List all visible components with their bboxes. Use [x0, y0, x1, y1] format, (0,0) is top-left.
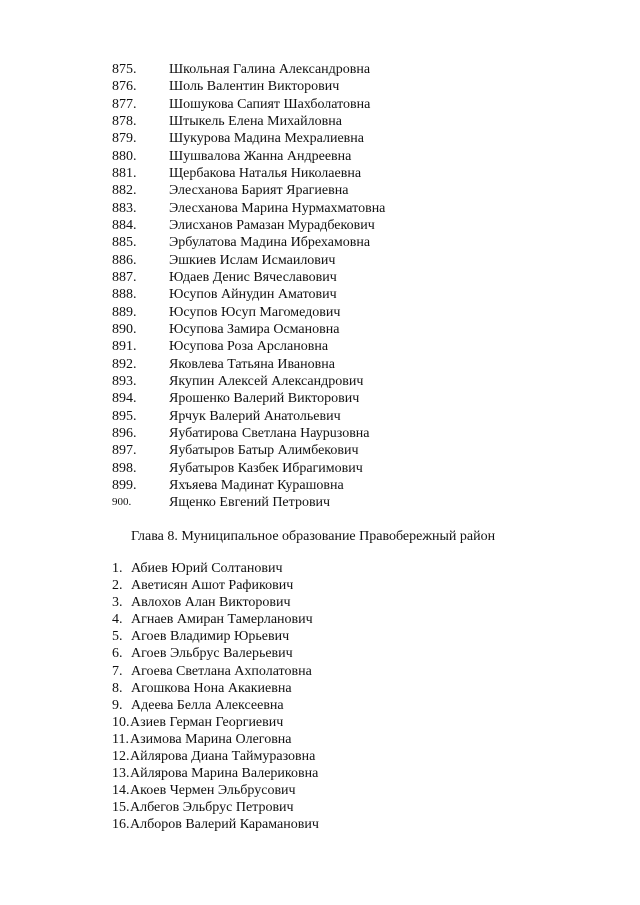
item-number: 887. — [112, 269, 137, 285]
list-item — [112, 269, 385, 286]
list-item — [112, 148, 385, 165]
item-name: Школьная Галина Александровна — [169, 62, 371, 77]
item-name: Элесханова Барият Ярагиевна — [169, 183, 349, 199]
item-number: 10. — [112, 714, 130, 730]
item-name: Ященко Евгений Петрович — [169, 495, 331, 511]
item-name: Элисханов Рамазан Мурадбекович — [169, 217, 375, 233]
list-item — [112, 373, 385, 390]
list-item — [112, 61, 385, 78]
item-name: Штыкель Елена Михайловна — [169, 113, 342, 129]
item-number: 881. — [112, 165, 137, 181]
item-number: 15. — [112, 800, 130, 816]
item-name: Абиев Юрий Солтанович — [131, 561, 283, 576]
item-name: Шукурова Мадина Мехралиевна — [169, 131, 364, 147]
item-name: Азимова Марина Олеговна — [130, 731, 292, 747]
list-item — [112, 782, 319, 799]
chapter-name-list — [112, 560, 319, 834]
item-name: Агнаев Амиран Тамерланович — [131, 612, 313, 628]
item-name: Ярчук Валерий Анатольевич — [169, 408, 341, 424]
list-item — [112, 321, 385, 338]
list-item — [112, 460, 385, 477]
list-item — [112, 78, 385, 95]
list-item — [112, 130, 385, 147]
item-number: 16. — [112, 817, 130, 833]
item-number: 5. — [112, 629, 123, 645]
item-number: 884. — [112, 217, 137, 233]
list-item — [112, 560, 319, 577]
list-item — [112, 645, 319, 662]
list-item — [112, 390, 385, 407]
item-name: Эрбулатова Мадина Ибрехамовна — [169, 235, 371, 251]
item-number: 897. — [112, 443, 137, 459]
list-item — [112, 816, 319, 833]
item-number: 895. — [112, 408, 137, 424]
item-name: Агошкова Нона Акакиевна — [131, 680, 292, 696]
item-number: 898. — [112, 460, 137, 476]
list-item — [112, 477, 385, 494]
list-item — [112, 799, 319, 816]
list-item — [112, 113, 385, 130]
item-name: Яубатирова Светлана Наурuзовна — [169, 425, 370, 441]
list-item — [112, 96, 385, 113]
item-number: 12. — [112, 749, 130, 765]
item-number: 2. — [112, 578, 123, 594]
item-number: 886. — [112, 252, 137, 268]
list-item — [112, 217, 385, 234]
item-number: 4. — [112, 612, 123, 628]
item-name: Юдаев Денис Вячеславович — [169, 269, 337, 285]
item-name: Яковлева Татьяна Ивановна — [169, 356, 335, 372]
item-number: 877. — [112, 96, 137, 112]
item-number: 900. — [112, 496, 132, 509]
item-name: Айлярова Диана Таймуразовна — [130, 749, 316, 765]
item-number: 878. — [112, 113, 137, 129]
item-name: Юсупова Замира Османовна — [169, 321, 340, 337]
item-number: 879. — [112, 131, 137, 147]
item-number: 1. — [112, 561, 123, 576]
item-number: 876. — [112, 79, 137, 95]
list-item — [112, 165, 385, 182]
list-item — [112, 338, 385, 355]
item-number: 892. — [112, 356, 137, 372]
item-name: Юсупова Роза Арслановна — [169, 339, 329, 355]
continued-name-list — [112, 61, 385, 512]
list-item — [112, 252, 385, 269]
chapter-heading: Глава 8. Муниципальное образование Правобережный район — [131, 529, 496, 544]
item-name: Авлохов Алан Викторович — [131, 595, 291, 611]
item-name: Яхъяева Мадинат Курашовна — [169, 477, 344, 493]
item-name: Аветисян Ашот Рафикович — [131, 578, 294, 594]
list-item — [112, 304, 385, 321]
item-name: Албегов Эльбрус Петрович — [130, 800, 294, 816]
item-name: Яубатыров Казбек Ибрагимович — [169, 460, 363, 476]
list-item — [112, 494, 385, 511]
list-item — [112, 731, 319, 748]
item-number: 899. — [112, 477, 137, 493]
list-item — [112, 680, 319, 697]
item-name: Айлярова Марина Валериковна — [130, 766, 319, 782]
list-item — [112, 200, 385, 217]
list-item — [112, 611, 319, 628]
item-name: Азиев Герман Георгиевич — [130, 714, 284, 730]
item-name: Агоев Владимир Юрьевич — [131, 629, 290, 645]
item-name: Адеева Белла Алексеевна — [131, 697, 284, 713]
item-number: 883. — [112, 200, 137, 216]
list-item — [112, 697, 319, 714]
item-number: 893. — [112, 373, 137, 389]
item-name: Яубатыров Батыр Алимбекович — [169, 443, 359, 459]
item-number: 888. — [112, 287, 137, 303]
item-name: Шоль Валентин Викторович — [169, 79, 340, 95]
list-item — [112, 577, 319, 594]
item-name: Эшкиев Ислам Исмаилович — [169, 252, 336, 268]
item-number: 880. — [112, 148, 137, 164]
item-number: 885. — [112, 235, 137, 251]
item-number: 6. — [112, 646, 123, 662]
item-name: Агоева Светлана Ахполатовна — [131, 663, 312, 679]
list-item — [112, 628, 319, 645]
list-item — [112, 663, 319, 680]
item-number: 11. — [112, 731, 129, 747]
item-name: Якупин Алексей Александрович — [169, 373, 364, 389]
item-name: Шушвалова Жанна Андреевна — [169, 148, 352, 164]
item-number: 889. — [112, 304, 137, 320]
list-item — [112, 234, 385, 251]
list-item — [112, 182, 385, 199]
list-item — [112, 408, 385, 425]
item-name: Юсупов Юсуп Магомедович — [169, 304, 341, 320]
item-name: Алборов Валерий Караманович — [130, 817, 319, 833]
item-name: Щербакова Наталья Николаевна — [169, 165, 362, 181]
item-number: 7. — [112, 663, 123, 679]
item-number: 8. — [112, 680, 123, 696]
item-number: 894. — [112, 391, 137, 407]
item-number: 9. — [112, 697, 123, 713]
item-name: Юсупов Айнудин Аматович — [169, 287, 337, 303]
list-item — [112, 356, 385, 373]
list-item — [112, 286, 385, 303]
item-name: Агоев Эльбрус Валерьевич — [131, 646, 293, 662]
item-number: 3. — [112, 595, 123, 611]
list-item — [112, 765, 319, 782]
item-number: 890. — [112, 321, 137, 337]
list-item — [112, 594, 319, 611]
item-name: Акоев Чермен Эльбрусович — [130, 783, 296, 799]
item-name: Элесханова Марина Нурмахматовна — [169, 200, 386, 216]
item-number: 875. — [112, 62, 137, 77]
item-number: 882. — [112, 183, 137, 199]
list-item — [112, 425, 385, 442]
item-number: 891. — [112, 339, 137, 355]
item-number: 14. — [112, 783, 130, 799]
list-item — [112, 748, 319, 765]
list-item — [112, 442, 385, 459]
item-number: 896. — [112, 425, 137, 441]
item-number: 13. — [112, 766, 130, 782]
item-name: Ярошенко Валерий Викторович — [169, 391, 360, 407]
item-name: Шошукова Сапият Шахболатовна — [169, 96, 371, 112]
list-item — [112, 714, 319, 731]
